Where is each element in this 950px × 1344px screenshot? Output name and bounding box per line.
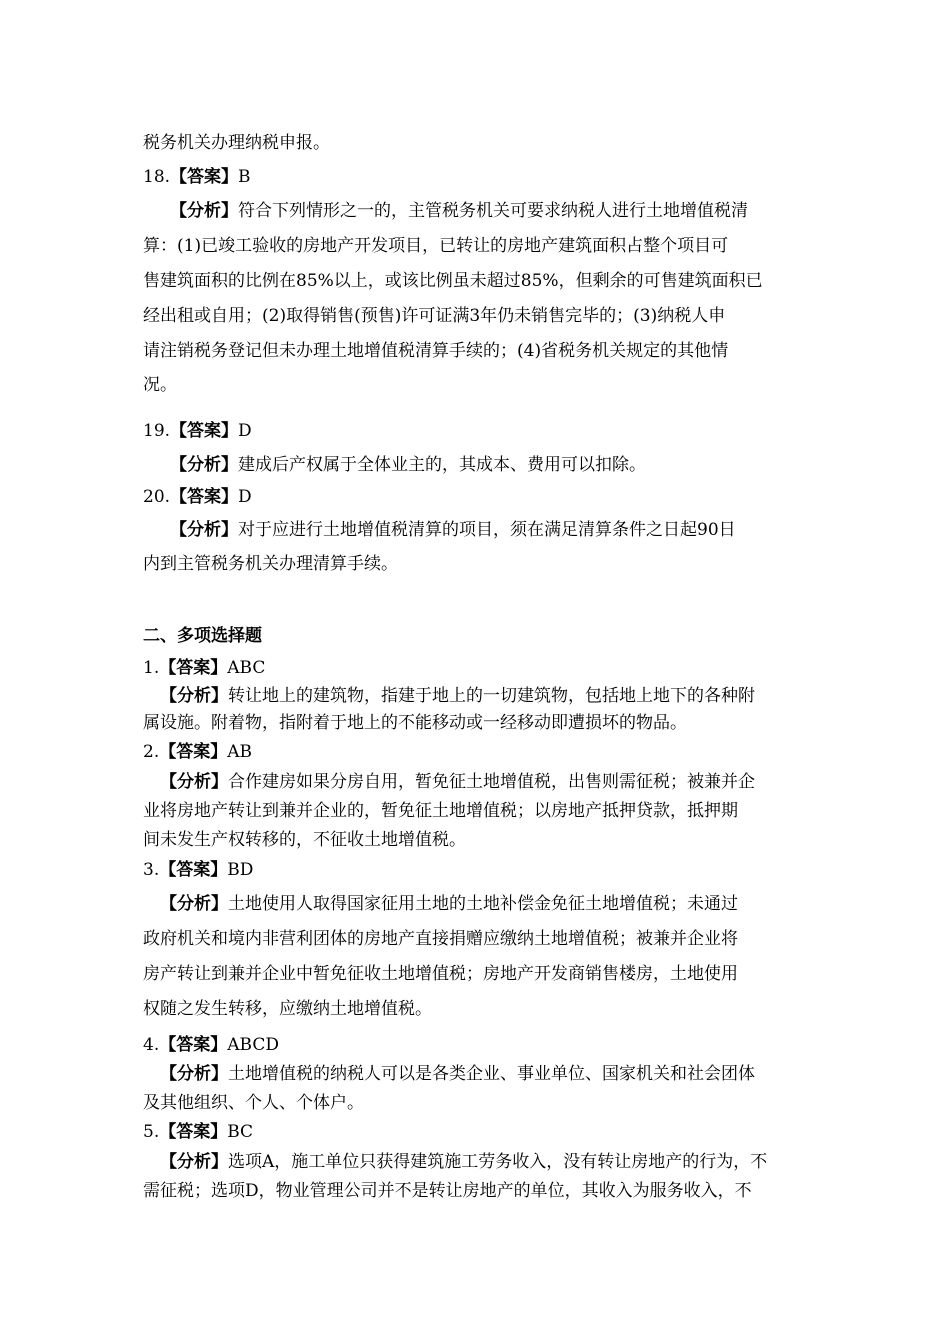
answer-line: 5.【答案】BC (143, 1122, 254, 1142)
text-line: 房产转让到兼并企业中暂免征收土地增值税；房地产开发商销售楼房，土地使用 (143, 964, 738, 984)
analysis-line: 【分析】土地增值税的纳税人可以是各类企业、事业单位、国家机关和社会团体 (160, 1064, 755, 1084)
answer-line: 20.【答案】D (143, 487, 252, 507)
text-line: 税务机关办理纳税申报。 (143, 133, 330, 153)
text-line: 间未发生产权转移的，不征收土地增值税。 (143, 830, 466, 850)
text-line: 算：(1)已竣工验收的房地产开发项目，已转让的房地产建筑面积占整个项目可 (143, 236, 729, 256)
answer-line: 18.【答案】B (143, 167, 251, 187)
text-line: 况。 (143, 375, 177, 395)
text-line: 业将房地产转让到兼并企业的，暂免征土地增值税；以房地产抵押贷款，抵押期 (143, 801, 738, 821)
text-line: 售建筑面积的比例在85%以上，或该比例虽未超过85%，但剩余的可售建筑面积已 (143, 271, 763, 291)
section-heading: 二、多项选择题 (143, 626, 262, 646)
answer-line: 4.【答案】ABCD (143, 1035, 279, 1055)
text-line: 属设施。附着物，指附着于地上的不能移动或一经移动即遭损坏的物品。 (143, 713, 687, 733)
text-line: 经出租或自用；(2)取得销售(预售)许可证满3年仍未销售完毕的；(3)纳税人申 (143, 306, 726, 326)
answer-line: 3.【答案】BD (143, 860, 254, 880)
text-line: 权随之发生转移，应缴纳土地增值税。 (143, 999, 432, 1019)
analysis-line: 【分析】土地使用人取得国家征用土地的土地补偿金免征土地增值税；未通过 (160, 894, 738, 914)
analysis-line: 【分析】转让地上的建筑物，指建于地上的一切建筑物，包括地上地下的各种附 (160, 686, 755, 706)
answer-line: 1.【答案】ABC (143, 658, 266, 678)
analysis-line: 【分析】合作建房如果分房自用，暂免征土地增值税，出售则需征税；被兼并企 (160, 772, 755, 792)
text-line: 内到主管税务机关办理清算手续。 (143, 554, 398, 574)
analysis-line: 【分析】建成后产权属于全体业主的，其成本、费用可以扣除。 (170, 455, 646, 475)
analysis-line: 【分析】符合下列情形之一的，主管税务机关可要求纳税人进行土地增值税清 (170, 201, 748, 221)
answer-line: 19.【答案】D (143, 421, 252, 441)
text-line: 及其他组织、个人、个体户。 (143, 1093, 364, 1113)
analysis-line: 【分析】选项A，施工单位只获得建筑施工劳务收入，没有转让房地产的行为，不 (160, 1152, 768, 1172)
text-line: 请注销税务登记但未办理土地增值税清算手续的；(4)省税务机关规定的其他情 (143, 341, 729, 361)
text-line: 政府机关和境内非营利团体的房地产直接捐赠应缴纳土地增值税；被兼并企业将 (143, 929, 738, 949)
analysis-line: 【分析】对于应进行土地增值税清算的项目，须在满足清算条件之日起90日 (170, 520, 736, 540)
answer-line: 2.【答案】AB (143, 742, 253, 762)
text-line: 需征税；选项D，物业管理公司并不是转让房地产的单位，其收入为服务收入，不 (143, 1181, 752, 1201)
